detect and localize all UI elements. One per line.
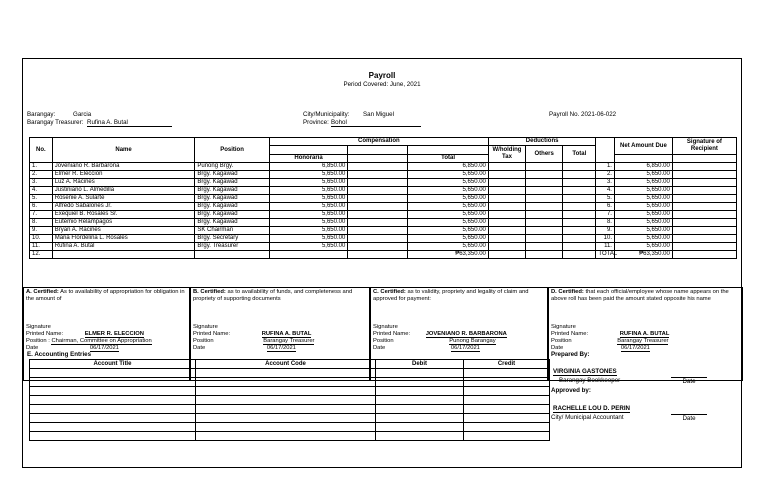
cert-b: B. Certified: as to availability of funds, and completeness and propriety of supporting documents Signature Printed Name: RUFINA A. BUTAL Position Barangay Treasurer Date 06/17/2021 bbox=[190, 287, 370, 381]
cell-total: 5,650.00 bbox=[408, 187, 489, 195]
cell-hon: 5,650.00 bbox=[269, 179, 348, 187]
approved-name: RACHELLE LOU D. PERIN bbox=[553, 405, 631, 412]
cell-no2: 2. bbox=[596, 171, 615, 179]
cell-position: Brgy. Treasurer bbox=[195, 243, 269, 251]
cell-name: Eutemio Relampagos bbox=[52, 219, 195, 227]
cell-position: Brgy. Kagawad bbox=[195, 219, 269, 227]
cell-position: Brgy. Kagawad bbox=[195, 179, 269, 187]
table-row bbox=[30, 187, 737, 195]
cell-no: 5. bbox=[30, 195, 53, 203]
cell-hon: 5,650.00 bbox=[269, 227, 348, 235]
cell-no: 11. bbox=[30, 243, 53, 251]
cell-name: Bryan A. Racines bbox=[52, 227, 195, 235]
cell-total: 5,650.00 bbox=[408, 235, 489, 243]
cell-no: 7. bbox=[30, 211, 53, 219]
prepared-name: VIRGINIA GASTONES bbox=[553, 368, 617, 375]
cell-net: 5,650.00 bbox=[614, 187, 672, 195]
cell-no2: 9. bbox=[596, 227, 615, 235]
cell-no: 10. bbox=[30, 235, 53, 243]
prepared-position: Barangay Bookkeeper bbox=[559, 377, 621, 384]
cell-no: 2. bbox=[30, 171, 53, 179]
province-label: Province: bbox=[303, 119, 329, 126]
cell-total: ₱63,350.00 bbox=[408, 251, 489, 259]
city-label: City/Municipality: bbox=[303, 111, 350, 118]
approved-by-label: Approved by: bbox=[551, 387, 591, 394]
cell-hon: 5,650.00 bbox=[269, 171, 348, 179]
col-total: Total bbox=[408, 155, 489, 163]
cell-net: 6,850.00 bbox=[614, 163, 672, 171]
cell-name: Maria Flordelina L. Rosales bbox=[52, 235, 195, 243]
cert-b-date: 06/17/2021 bbox=[266, 345, 296, 351]
cell-net: 5,650.00 bbox=[614, 195, 672, 203]
accounting-table: Account Title Account Code Debit Credit bbox=[29, 359, 550, 441]
col-name: Name bbox=[52, 138, 195, 163]
cert-c-date: 06/17/2021 bbox=[450, 345, 480, 351]
cell-no2: 1. bbox=[596, 163, 615, 171]
cell-total: 5,650.00 bbox=[408, 195, 489, 203]
cell-no: 4. bbox=[30, 187, 53, 195]
cell-hon: 5,650.00 bbox=[269, 243, 348, 251]
total-label: TOTAL bbox=[596, 251, 615, 259]
table-row bbox=[30, 235, 737, 243]
col-compensation: Compensation bbox=[269, 138, 488, 146]
cell-total: 5,650.00 bbox=[408, 227, 489, 235]
cell-name: Alfredo Sabalones Jr. bbox=[52, 203, 195, 211]
cell-net: 5,650.00 bbox=[614, 227, 672, 235]
cell-hon: 5,650.00 bbox=[269, 195, 348, 203]
col-wholding: W/holding Tax bbox=[488, 146, 525, 163]
cert-d-position: Barangay Treasurer bbox=[617, 338, 669, 344]
cert-b-name: RUFINA A. BUTAL bbox=[261, 331, 312, 337]
cell-no: 1. bbox=[30, 163, 53, 171]
province-value: Bohol bbox=[331, 119, 421, 127]
table-row bbox=[30, 195, 737, 203]
col-position: Position bbox=[195, 138, 269, 163]
cell-no: 12. bbox=[30, 251, 53, 259]
table-row bbox=[30, 243, 737, 251]
cert-a-name: ELMER R. ELECCION bbox=[84, 331, 144, 337]
cell-net: 5,650.00 bbox=[614, 171, 672, 179]
cell-no2: 3. bbox=[596, 179, 615, 187]
cell-position: Brgy. Kagawad bbox=[195, 187, 269, 195]
cert-c-position: Punong Barangay bbox=[449, 338, 496, 344]
cell-total: 6,850.00 bbox=[408, 163, 489, 171]
cell-net: 5,650.00 bbox=[614, 243, 672, 251]
payroll-table bbox=[29, 137, 737, 259]
cell-position: SK Chairman bbox=[195, 227, 269, 235]
cell-net: 5,650.00 bbox=[614, 211, 672, 219]
col-deductions: Deductions bbox=[488, 138, 596, 146]
table-row bbox=[30, 179, 737, 187]
cell-no: 3. bbox=[30, 179, 53, 187]
cert-c-name: JOVENIANO R. BARBARONA bbox=[425, 331, 507, 337]
cell-name: Elmer R. Eleccion bbox=[52, 171, 195, 179]
cell-total: 5,650.00 bbox=[408, 243, 489, 251]
cell-total: 5,650.00 bbox=[408, 171, 489, 179]
cert-c: C. Certified: as to validity, propriety and legality of claim and approved for payment: Signature Printed Name: JOVENIANO R. BARBARONA Position Punong Barangay Date 06/17/2021 bbox=[370, 287, 548, 381]
col-no: No. bbox=[30, 138, 53, 163]
payroll-no-label: Payroll No. bbox=[549, 111, 580, 118]
cell-no2: 11. bbox=[596, 243, 615, 251]
cell-name: Rosenie A. Sularte bbox=[52, 195, 195, 203]
cell-no2: 8. bbox=[596, 219, 615, 227]
cell-total: 5,650.00 bbox=[408, 219, 489, 227]
approved-position: City/ Municipal Accountant bbox=[551, 414, 624, 421]
payroll-sheet bbox=[22, 58, 742, 468]
barangay-value: Garcia bbox=[73, 111, 92, 118]
period-covered: Period Covered: June, 2021 bbox=[343, 81, 421, 88]
cell-hon: 5,650.00 bbox=[269, 211, 348, 219]
barangay-label: Barangay: bbox=[27, 111, 56, 118]
table-row bbox=[30, 171, 737, 179]
table-row bbox=[30, 211, 737, 219]
col-signature: Signature of Recipient bbox=[672, 138, 736, 155]
cell-no: 9. bbox=[30, 227, 53, 235]
cert-d-date: 06/17/2021 bbox=[620, 345, 650, 351]
cell-name bbox=[52, 251, 195, 259]
cell-no2: 4. bbox=[596, 187, 615, 195]
cell-name: Joveniano R. Barbarona bbox=[52, 163, 195, 171]
cell-hon: 5,650.00 bbox=[269, 187, 348, 195]
city-value: San Miguel bbox=[363, 111, 394, 118]
page-title: Payroll bbox=[368, 71, 396, 80]
table-row bbox=[30, 203, 737, 211]
cert-a: A. Certified: As to availability of appropriation for obligation in the amount of Signature Printed Name: ELMER R. ELECCION Position : Chairman, Committee on Appropriation Date 06/17/2021 bbox=[23, 287, 190, 381]
cell-position bbox=[195, 251, 269, 259]
cell-total: 5,650.00 bbox=[408, 211, 489, 219]
cert-a-position: Chairman, Committee on Appropriation bbox=[51, 338, 152, 344]
table-row bbox=[30, 163, 737, 171]
grand-total: ₱63,350.00 bbox=[614, 251, 672, 259]
prepared-by-label: Prepared By: bbox=[551, 351, 590, 358]
col-ded-total: Total bbox=[563, 146, 596, 163]
cell-position: Punong Brgy. bbox=[195, 163, 269, 171]
cell-net: 5,650.00 bbox=[614, 203, 672, 211]
table-row bbox=[30, 251, 737, 259]
table-row bbox=[30, 227, 737, 235]
cell-no: 6. bbox=[30, 203, 53, 211]
cell-hon: 5,650.00 bbox=[269, 219, 348, 227]
cell-name: Luz A. Racines bbox=[52, 179, 195, 187]
payroll-no-value: 2021-06-022 bbox=[581, 111, 617, 118]
cell-name: Exequiel B. Rosales Sr. bbox=[52, 211, 195, 219]
cell-no2: 7. bbox=[596, 211, 615, 219]
col-honoraria: Honoraria bbox=[269, 155, 348, 163]
cell-net: 5,650.00 bbox=[614, 179, 672, 187]
treasurer-value: Rufina A. Butal bbox=[87, 119, 172, 127]
cell-hon: 5,650.00 bbox=[269, 203, 348, 211]
cert-d-name: RUFINA A. BUTAL bbox=[619, 331, 670, 337]
cell-no: 8. bbox=[30, 219, 53, 227]
treasurer-label: Barangay Treasurer: bbox=[27, 119, 84, 126]
cell-net: 5,650.00 bbox=[614, 235, 672, 243]
table-row bbox=[30, 219, 737, 227]
col-others: Others bbox=[526, 146, 563, 163]
cell-hon: 6,850.00 bbox=[269, 163, 348, 171]
col-net: Net Amount Due bbox=[614, 138, 672, 155]
cert-a-date: 06/17/2021 bbox=[89, 345, 119, 351]
approved-date-label: Date bbox=[671, 414, 707, 422]
cell-name: Justiniano L. Almedilla bbox=[52, 187, 195, 195]
cell-hon: 5,650.00 bbox=[269, 235, 348, 243]
cell-position: Brgy. Kagawad bbox=[195, 211, 269, 219]
cell-position: Brgy. Kagawad bbox=[195, 203, 269, 211]
accounting-heading: E. Accounting Entries bbox=[27, 351, 92, 358]
cell-total: 5,650.00 bbox=[408, 179, 489, 187]
cert-d: D. Certified: that each official/employee whose name appears on the above roll has been paid the amount stated opposite his name Signature Printed Name: RUFINA A. BUTAL Position Barangay Treasurer Date 06/17/2021 bbox=[548, 287, 743, 381]
cell-position: Brgy. Kagawad bbox=[195, 195, 269, 203]
cell-total: 5,650.00 bbox=[408, 203, 489, 211]
cell-hon bbox=[269, 251, 348, 259]
cell-no2: 5. bbox=[596, 195, 615, 203]
cert-b-position: Barangay Treasurer bbox=[263, 338, 315, 344]
cell-no2: 10. bbox=[596, 235, 615, 243]
prepared-date-label: Date bbox=[671, 377, 707, 385]
cell-net: 5,650.00 bbox=[614, 219, 672, 227]
cell-name: Rufina A. Butal bbox=[52, 243, 195, 251]
cell-no2: 6. bbox=[596, 203, 615, 211]
cell-position: Brgy. Secretary bbox=[195, 235, 269, 243]
cell-position: Brgy. Kagawad bbox=[195, 171, 269, 179]
